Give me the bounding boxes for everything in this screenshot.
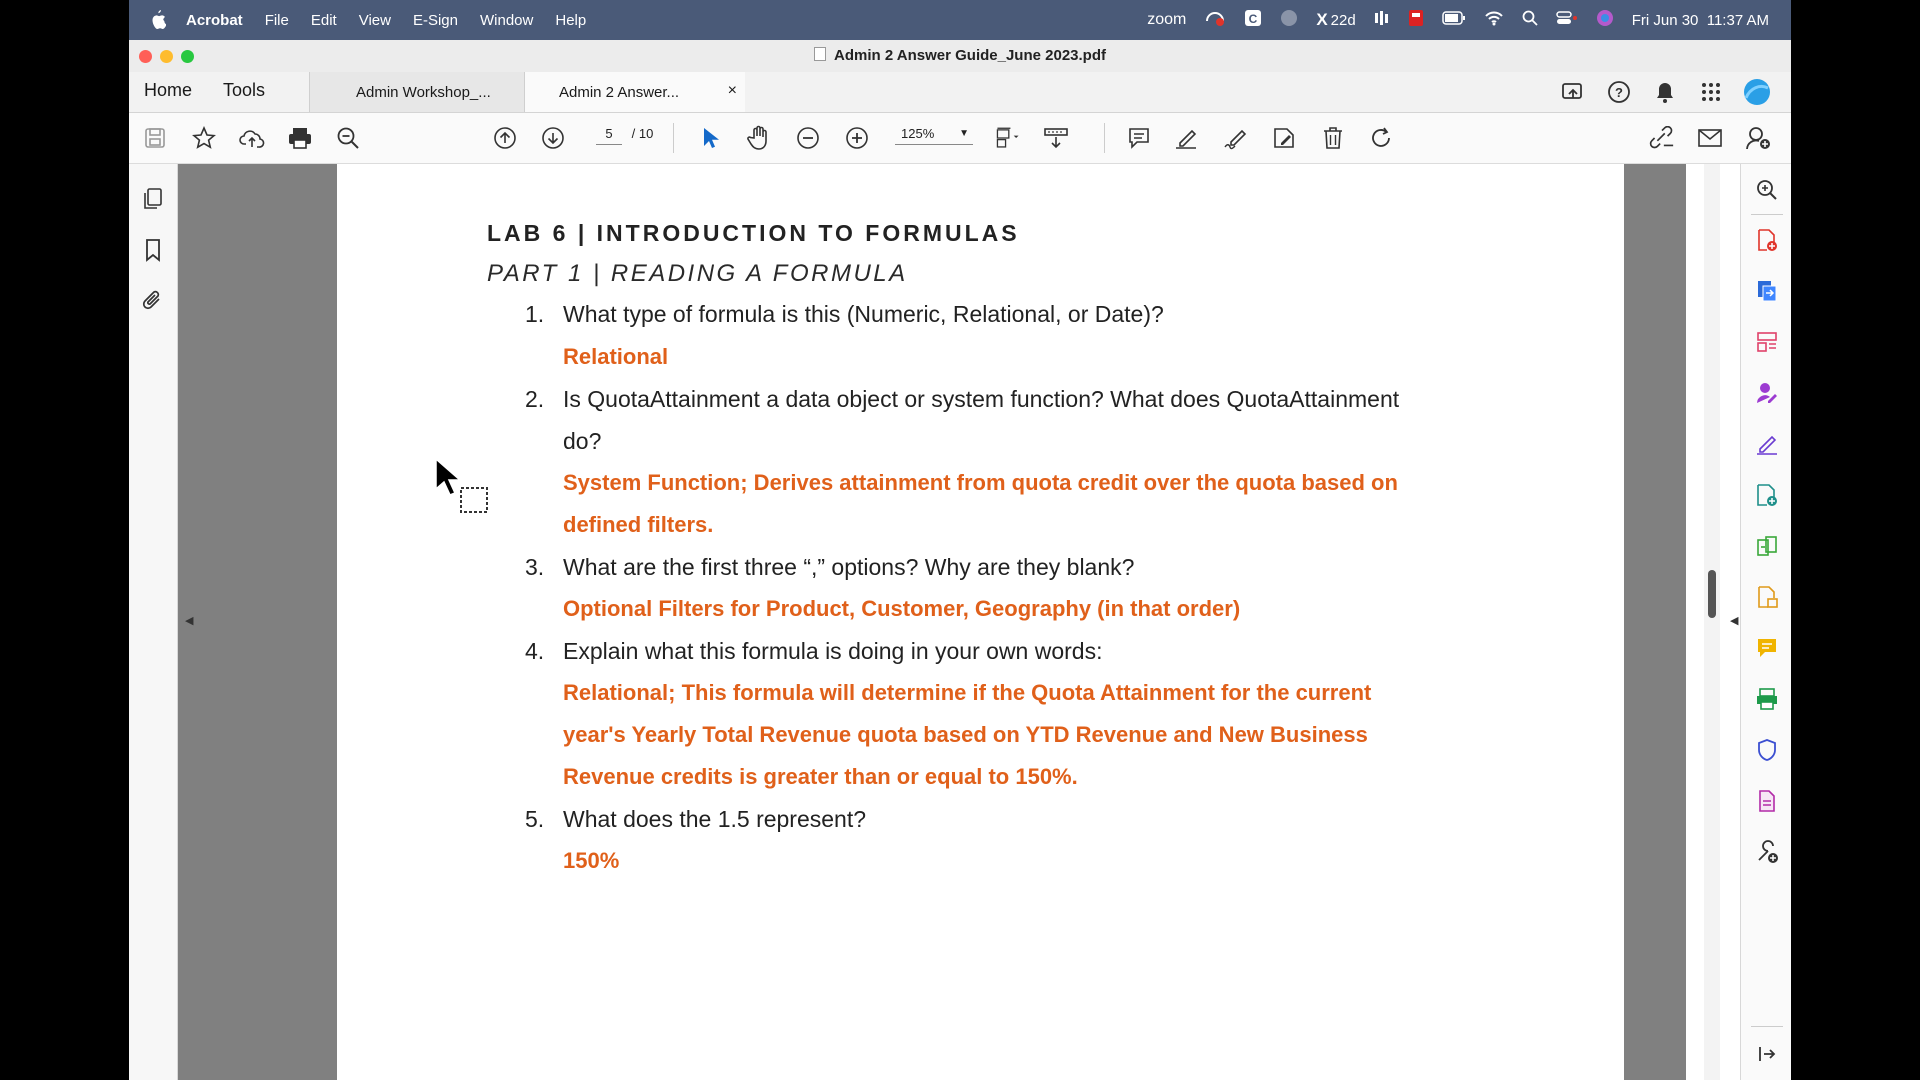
highlight-pen-icon[interactable] (1174, 125, 1200, 151)
question-text: What type of formula is this (Numeric, Relational, or Date)? (563, 301, 1164, 327)
next-page-icon[interactable] (540, 125, 566, 151)
tab-home[interactable]: Home (144, 80, 193, 100)
question-number: 1. (525, 301, 545, 327)
menu-view[interactable]: View (358, 11, 391, 29)
page-total: / 10 (631, 126, 654, 141)
question-number: 2. (525, 386, 545, 412)
window-title (129, 47, 1791, 64)
document-icon (814, 47, 826, 61)
signature-icon[interactable] (1223, 125, 1249, 151)
audio-bars-icon[interactable] (1374, 10, 1390, 30)
left-navigation-pane (129, 164, 178, 1080)
menu-help[interactable]: Help (555, 11, 587, 29)
answer-4-line-2: year's Yearly Total Revenue quota based on YTD Revenue and New Business (563, 722, 1368, 747)
collapse-right-pane-icon[interactable]: ◀ (1730, 615, 1739, 627)
globe-icon[interactable] (1280, 9, 1298, 31)
user-avatar[interactable] (1743, 78, 1771, 106)
rotate-icon[interactable] (1368, 125, 1394, 151)
add-user-icon[interactable] (1745, 125, 1771, 151)
svg-text:?: ? (1615, 85, 1623, 100)
answer-5: 150% (563, 848, 620, 873)
more-tools-doc-icon[interactable] (1755, 789, 1779, 813)
red-app-icon[interactable] (1408, 9, 1424, 31)
previous-page-icon[interactable] (492, 125, 518, 151)
question-2 (525, 386, 1400, 413)
answer-1: Relational (563, 344, 669, 369)
menu-bar (129, 0, 1791, 40)
question-1 (525, 301, 1164, 328)
part-heading: PART 1 | READING A FORMULA (487, 260, 908, 287)
document-canvas[interactable] (178, 164, 1686, 1080)
menu-window[interactable]: Window (480, 11, 534, 29)
tabbar-actions (1559, 78, 1771, 106)
zoom-level-value: 125% (901, 126, 935, 141)
answer-4-line-3: Revenue credits is greater than or equal to 150%. (563, 764, 1078, 789)
prepare-form-icon[interactable] (1755, 585, 1779, 609)
wifi-icon[interactable] (1484, 10, 1504, 30)
create-pdf-icon[interactable] (1755, 228, 1779, 252)
upload-cloud-icon[interactable] (239, 125, 265, 151)
bookmark-star-icon[interactable] (191, 125, 217, 151)
compare-files-icon[interactable] (1755, 534, 1779, 558)
email-icon[interactable] (1697, 125, 1723, 151)
x-icon: X (1316, 10, 1328, 29)
lab-heading: LAB 6 | INTRODUCTION TO FORMULAS (487, 220, 1020, 246)
scrollbar-thumb[interactable] (1708, 570, 1716, 618)
zoom-out-search-icon[interactable] (335, 125, 361, 151)
delete-trash-icon[interactable] (1320, 125, 1346, 151)
screen-record-icon[interactable] (1204, 9, 1226, 31)
apps-grid-icon[interactable] (1697, 78, 1725, 106)
svg-text:C: C (1248, 12, 1258, 26)
question-4 (525, 638, 1103, 665)
collapse-left-pane-icon[interactable]: ◀ (185, 615, 194, 627)
page-indicator (596, 126, 653, 145)
request-signatures-icon[interactable] (1755, 381, 1779, 405)
spotlight-search-icon[interactable] (1522, 10, 1538, 30)
question-text: What are the first three “,” options? Why are they blank? (563, 554, 1135, 580)
question-5 (525, 806, 867, 833)
c-app-icon[interactable] (1244, 9, 1262, 31)
organize-pages-icon[interactable] (1755, 330, 1779, 354)
x-count: 22d (1330, 11, 1356, 29)
battery-icon[interactable] (1442, 11, 1466, 29)
tab-tools[interactable]: Tools (223, 80, 266, 100)
menu-edit[interactable]: Edit (310, 11, 337, 29)
chevron-down-icon: ▼ (959, 128, 969, 139)
page-thumbnails-icon[interactable] (142, 187, 164, 211)
rail-divider (1751, 214, 1783, 215)
save-icon[interactable] (142, 125, 168, 151)
zoom-status[interactable]: zoom (1147, 11, 1187, 28)
help-icon[interactable] (1605, 78, 1633, 106)
screen (129, 0, 1791, 1080)
notification-bell-icon[interactable] (1651, 78, 1679, 106)
edit-pdf-tool-icon[interactable] (1755, 483, 1779, 507)
menu-bar-status (1147, 0, 1769, 40)
toolbar-divider (673, 123, 674, 153)
tab-admin-workshop-label: Admin Workshop_... (356, 83, 491, 101)
comment-icon[interactable] (1126, 125, 1152, 151)
protect-shield-icon[interactable] (1755, 738, 1779, 762)
question-text: Is QuotaAttainment a data object or system function? What does QuotaAttainment (563, 386, 1400, 412)
question-2-line-2: do? (563, 428, 602, 454)
tab-bar (129, 72, 1791, 113)
answer-2-line-1: System Function; Derives attainment from quota credit over the quota based on (563, 470, 1398, 495)
zoom-in-icon[interactable] (844, 125, 870, 151)
tab-admin-workshop[interactable] (309, 72, 525, 112)
select-cursor-icon[interactable] (697, 125, 723, 151)
answer-2-line-2: defined filters. (563, 512, 714, 537)
zoom-level-select[interactable] (895, 126, 973, 145)
tab-admin-2-answer-label: Admin 2 Answer... (559, 83, 680, 101)
mouse-cursor-icon (435, 458, 495, 523)
question-number: 4. (525, 638, 545, 664)
zoom-out-icon[interactable] (795, 125, 821, 151)
close-tab-icon[interactable]: × (727, 82, 737, 99)
share-screen-icon[interactable] (1559, 78, 1587, 106)
question-3 (525, 554, 1135, 581)
menu-esign[interactable]: E-Sign (412, 11, 458, 29)
attachments-icon[interactable] (142, 288, 164, 312)
menu-file[interactable]: File (264, 11, 289, 29)
customize-tools-icon[interactable] (1755, 840, 1779, 864)
answer-3: Optional Filters for Product, Customer, Geography (in that order) (563, 596, 1241, 621)
tab-admin-2-answer[interactable] (525, 72, 745, 112)
scroll-mode-icon[interactable] (1043, 125, 1069, 151)
comment-tool-icon[interactable] (1755, 636, 1779, 660)
right-tools-rail (1740, 164, 1791, 1080)
apple-icon[interactable] (150, 10, 168, 30)
bookmarks-icon[interactable] (142, 238, 164, 262)
export-pdf-icon[interactable] (1755, 279, 1779, 303)
answer-4-line-1: Relational; This formula will determine if the Quota Attainment for the current (563, 680, 1372, 705)
pdf-page (337, 164, 1624, 1080)
siri-icon[interactable] (1596, 9, 1614, 31)
window-titlebar (129, 40, 1791, 73)
page-number-input[interactable]: 5 (596, 126, 622, 145)
toolbar (129, 113, 1791, 164)
question-text: Explain what this formula is doing in your own words: (563, 638, 1103, 664)
page-display-icon[interactable] (995, 125, 1021, 151)
control-center-icon[interactable] (1556, 10, 1578, 30)
menu-app-name[interactable]: Acrobat (186, 11, 243, 29)
hand-tool-icon[interactable] (746, 125, 772, 151)
question-text: What does the 1.5 represent? (563, 806, 867, 832)
edit-pdf-icon[interactable] (1271, 125, 1297, 151)
x-status[interactable] (1316, 10, 1355, 30)
search-zoom-icon[interactable] (1755, 178, 1779, 202)
question-number: 5. (525, 806, 545, 832)
fill-and-sign-icon[interactable] (1755, 432, 1779, 456)
vertical-scrollbar[interactable] (1704, 164, 1720, 1080)
print-icon[interactable] (287, 125, 313, 151)
rail-divider (1751, 1026, 1783, 1027)
share-link-icon[interactable] (1649, 125, 1675, 151)
menu-datetime[interactable]: Fri Jun 30 11:37 AM (1631, 11, 1769, 29)
expand-panel-icon[interactable] (1755, 1042, 1779, 1066)
window-title-text: Admin 2 Answer Guide_June 2023.pdf (833, 47, 1106, 64)
toolbar-divider (1104, 123, 1105, 153)
question-number: 3. (525, 554, 545, 580)
scan-ocr-icon[interactable] (1755, 687, 1779, 711)
